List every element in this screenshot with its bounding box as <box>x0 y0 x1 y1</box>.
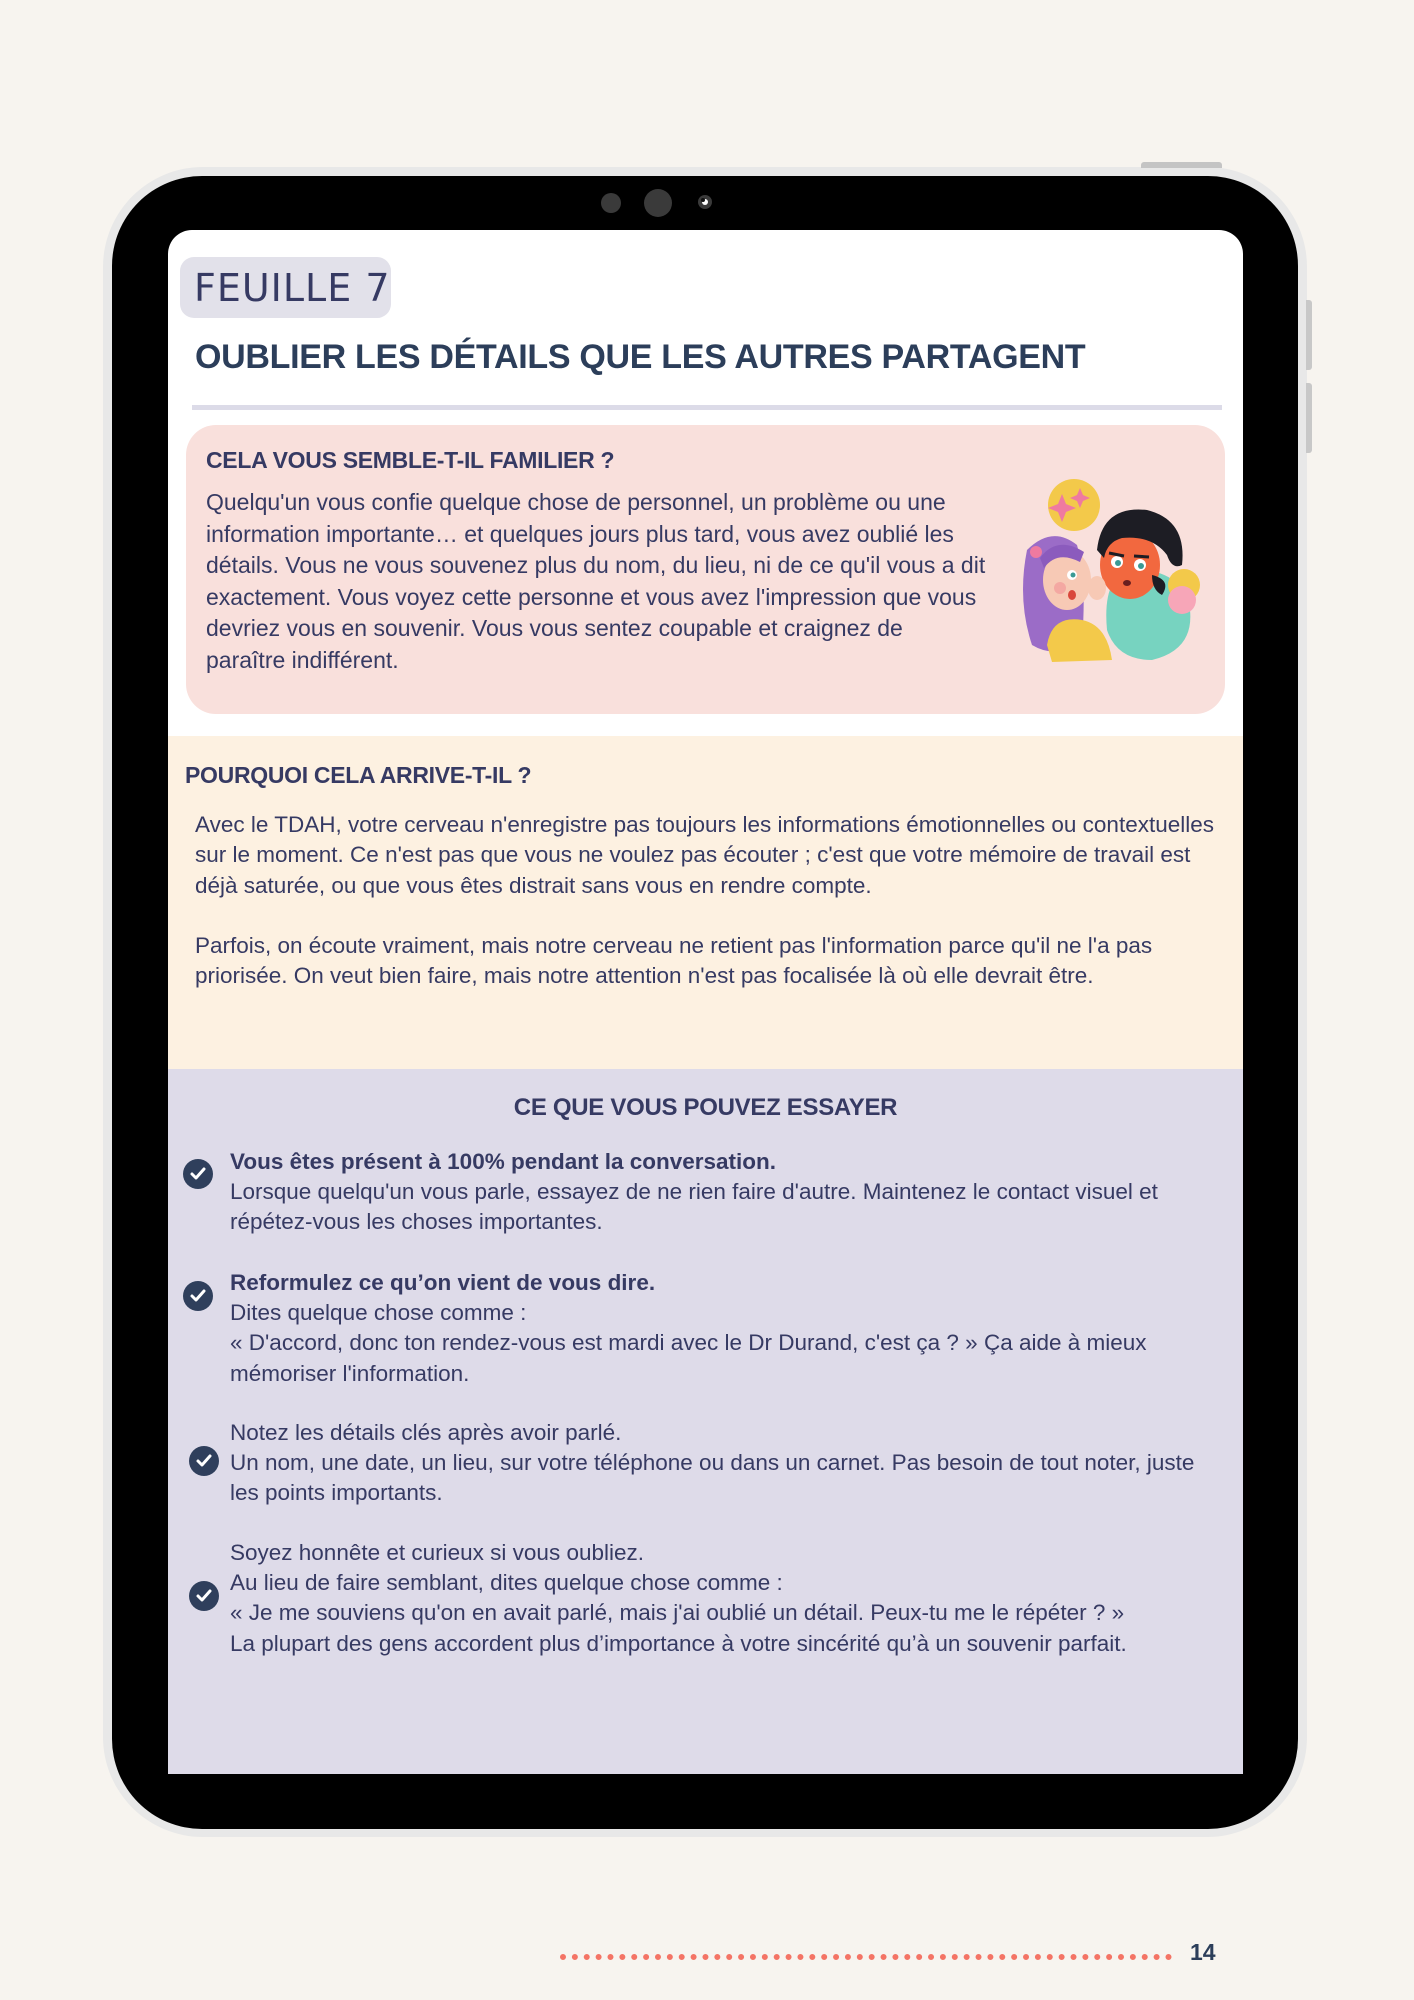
sheet-badge: FEUILLE 7 <box>180 257 391 318</box>
tip-text <box>230 1147 1210 1238</box>
two-people-conversation-illustration <box>1012 480 1202 665</box>
sensor-icon <box>601 193 621 213</box>
check-circle-icon <box>189 1446 219 1476</box>
tip-line: Au lieu de faire semblant, dites quelque chose comme : <box>230 1570 783 1596</box>
tip-line: « Je me souviens qu'on en avait parlé, mais j'ai oublié un détail. Peux-tu me le répéter ? » <box>230 1600 1125 1626</box>
tip-text <box>230 1538 1210 1659</box>
page-title: OUBLIER LES DÉTAILS QUE LES AUTRES PARTAGENT <box>195 338 1086 376</box>
why-paragraph: Avec le TDAH, votre cerveau n'enregistre pas toujours les informations émotionnelles ou contextuelles sur le moment. Ce n'est pas que vous ne voulez pas écouter ; c'est que votre mémoire de travail est déjà saturée, ou que vous êtes distrait sans vous en rendre compte. <box>195 812 1214 898</box>
why-section <box>168 736 1243 1069</box>
tip-text <box>230 1268 1210 1389</box>
tip-line: Un nom, une date, un lieu, sur votre téléphone ou dans un carnet. Pas besoin de tout noter, juste les points importants. <box>230 1450 1195 1506</box>
tip-title: Soyez honnête et curieux si vous oubliez. <box>230 1540 644 1565</box>
tip-title: Notez les détails clés après avoir parlé. <box>230 1420 622 1445</box>
check-circle-icon <box>183 1159 213 1189</box>
tip-line: La plupart des gens accordent plus d’importance à votre sincérité qu’à un souvenir parfait. <box>230 1630 1127 1656</box>
tablet-power-button <box>1141 162 1222 168</box>
camera-lens-icon <box>698 195 712 209</box>
familiar-section <box>186 425 1225 714</box>
why-paragraph: Parfois, on écoute vraiment, mais notre cerveau ne retient pas l'information parce qu'il ne l'a pas priorisée. On veut bien faire, mais notre attention n'est pas focalisée là où elle devrait être. <box>195 933 1153 989</box>
tip-text <box>230 1418 1210 1509</box>
tip-title: Vous êtes présent à 100% pendant la conversation. <box>230 1149 777 1174</box>
tablet-volume-down-button <box>1306 383 1312 453</box>
familiar-text: Quelqu'un vous confie quelque chose de personnel, un problème ou une information importante… et quelques jours plus tard, vous avez oublié les détails. Vous ne vous souvenez plus du nom, du lieu, ni de ce qu'il vous a dit exactement. Vous voyez cette personne et vous avez l'impression que vous devriez vous en souvenir. Vous vous sentez coupable et craignez de paraître indifférent. <box>206 489 986 673</box>
familiar-heading: CELA VOUS SEMBLE-T-IL FAMILIER ? <box>206 447 615 473</box>
check-circle-icon <box>189 1581 219 1611</box>
tablet-volume-up-button <box>1306 300 1312 370</box>
tip-title: Reformulez ce qu’on vient de vous dire. <box>230 1270 656 1295</box>
why-heading: POURQUOI CELA ARRIVE-T-IL ? <box>185 762 532 788</box>
camera-icon <box>644 189 672 217</box>
tip-line: Dites quelque chose comme : <box>230 1300 527 1326</box>
tablet-screen <box>168 230 1243 1965</box>
check-circle-icon <box>183 1281 213 1311</box>
dotted-separator <box>560 1954 1172 1960</box>
tip-line: Lorsque quelqu'un vous parle, essayez de ne rien faire d'autre. Maintenez le contact visuel et répétez-vous les choses importantes. <box>230 1179 1158 1235</box>
title-divider <box>192 405 1222 410</box>
try-heading: CE QUE VOUS POUVEZ ESSAYER <box>513 1094 898 1121</box>
try-section <box>168 1069 1243 1965</box>
tip-line: « D'accord, donc ton rendez-vous est mardi avec le Dr Durand, c'est ça ? » Ça aide à mieux mémoriser l'information. <box>230 1330 1147 1386</box>
page-number: 14 <box>1190 1939 1216 1965</box>
